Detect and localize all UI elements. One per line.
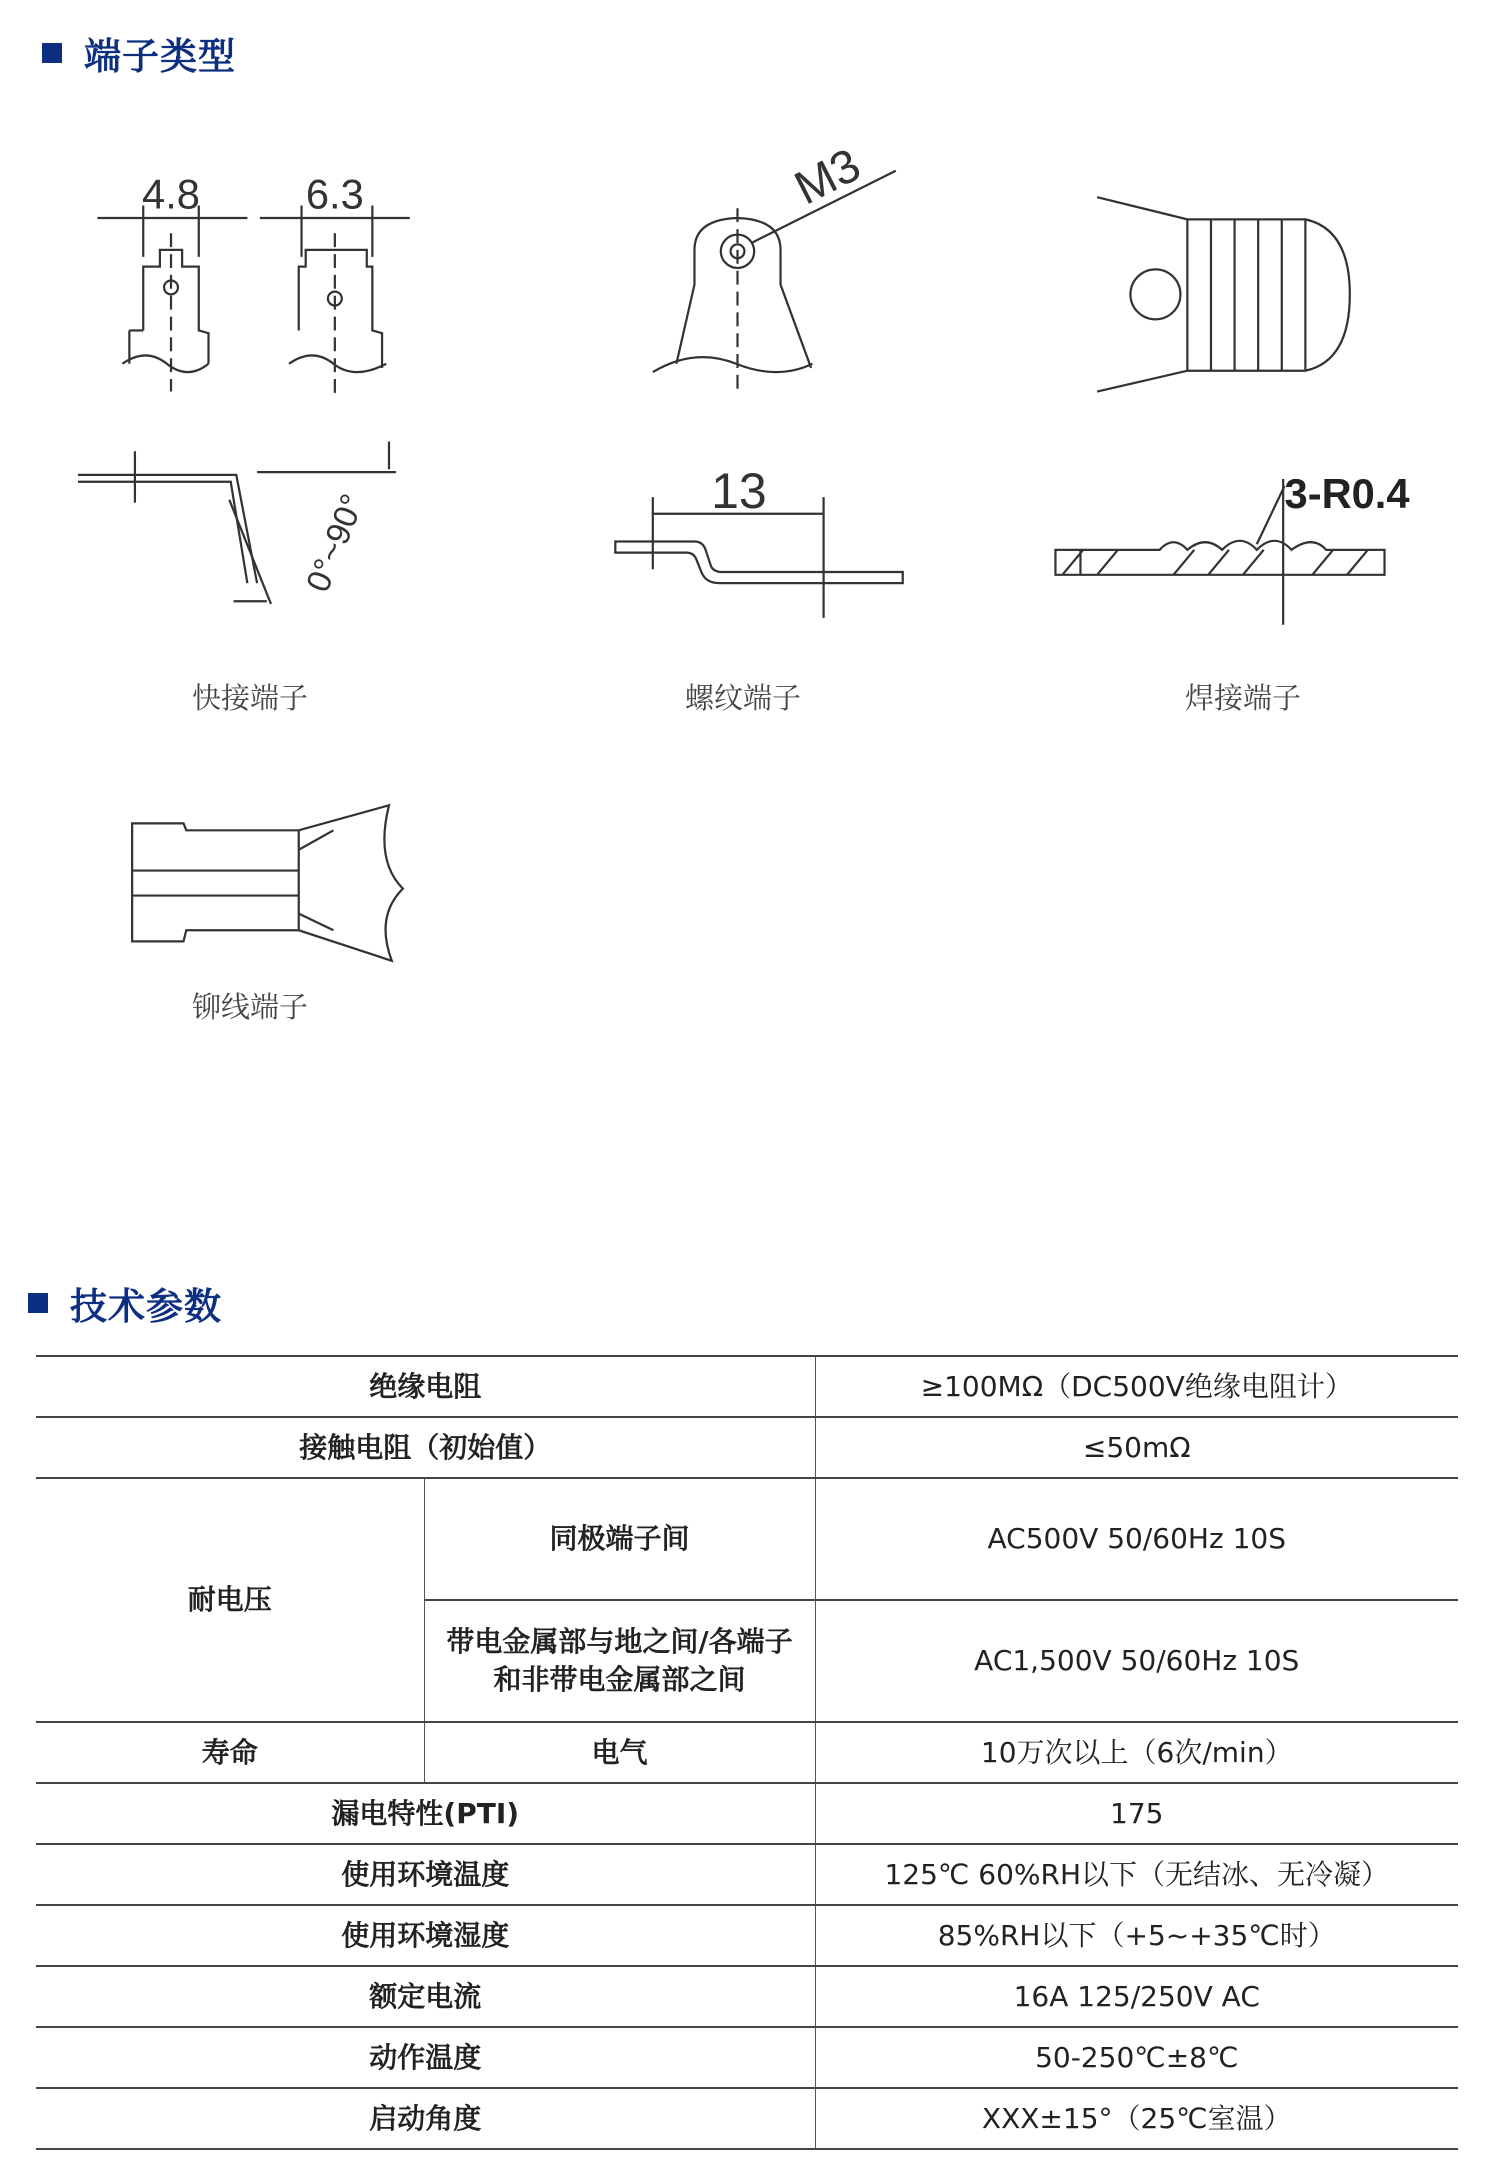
spec-value: ≤50mΩ <box>815 1417 1458 1478</box>
section-title: 端子类型 <box>84 35 236 78</box>
dim-angle: 0°~90° <box>299 489 373 598</box>
spec-key: 使用环境温度 <box>36 1844 815 1905</box>
spec-value: 175 <box>815 1783 1458 1844</box>
quick-connect-top-drawing <box>97 170 409 395</box>
spec-value: AC500V 50/60Hz 10S <box>815 1478 1458 1600</box>
table-row <box>36 1356 1458 1417</box>
table-row <box>36 2027 1458 2088</box>
spec-key: 接触电阻（初始值） <box>36 1417 815 1478</box>
dim-13: 13 <box>711 463 767 520</box>
rivet-terminal-drawing <box>132 805 403 961</box>
table-row <box>36 1966 1458 2027</box>
weld-terminal-top-drawing <box>1097 197 1350 391</box>
spec-subkey: 带电金属部与地之间/各端子和非带电金属部之间 <box>424 1600 815 1722</box>
spec-key: 启动角度 <box>36 2088 815 2149</box>
spec-table <box>36 1355 1458 2150</box>
spec-key: 使用环境湿度 <box>36 1905 815 1966</box>
table-row <box>36 1417 1458 1478</box>
table-row <box>36 1905 1458 1966</box>
dim-6-3: 6.3 <box>305 170 364 218</box>
spec-value: 50-250℃±8℃ <box>815 2027 1458 2088</box>
table-row <box>36 2088 1458 2149</box>
dim-r04: 3-R0.4 <box>1284 470 1410 518</box>
spec-value: 16A 125/250V AC <box>815 1966 1458 2027</box>
spec-value: 125℃ 60%RH以下（无结冰、无冷凝） <box>815 1844 1458 1905</box>
table-row <box>36 1844 1458 1905</box>
dim-4-8: 4.8 <box>142 170 200 218</box>
label-weld: 焊接端子 <box>1184 681 1302 715</box>
spec-key: 寿命 <box>36 1722 424 1783</box>
quick-connect-side-drawing <box>78 442 396 604</box>
section-header-specs <box>28 1276 222 1330</box>
screw-terminal-top-drawing <box>653 138 896 395</box>
spec-value: 10万次以上（6次/min） <box>815 1722 1458 1783</box>
label-quick-connect: 快接端子 <box>191 681 309 715</box>
spec-key: 绝缘电阻 <box>36 1356 815 1417</box>
section-bullet-icon <box>28 1293 48 1313</box>
spec-value: ≥100MΩ（DC500V绝缘电阻计） <box>815 1356 1458 1417</box>
spec-subkey: 电气 <box>424 1722 815 1783</box>
table-row <box>36 1783 1458 1844</box>
spec-value: 85%RH以下（+5~+35℃时） <box>815 1905 1458 1966</box>
spec-subkey: 同极端子间 <box>424 1478 815 1600</box>
label-rivet: 铆线端子 <box>191 990 309 1024</box>
spec-key: 漏电特性(PTI) <box>36 1783 815 1844</box>
spec-key: 动作温度 <box>36 2027 815 2088</box>
spec-key: 额定电流 <box>36 1966 815 2027</box>
dim-m3: M3 <box>786 138 869 216</box>
terminal-drawings <box>0 0 1500 1083</box>
spec-value: AC1,500V 50/60Hz 10S <box>815 1600 1458 1722</box>
spec-value: XXX±15°（25℃室温） <box>815 2088 1458 2149</box>
weld-terminal-side-drawing <box>1055 470 1409 625</box>
screw-terminal-side-drawing <box>615 463 902 618</box>
label-screw: 螺纹端子 <box>684 681 802 715</box>
section-title: 技术参数 <box>70 1285 222 1328</box>
table-row <box>36 1478 1458 1600</box>
spec-key: 耐电压 <box>36 1478 424 1722</box>
table-row <box>36 1722 1458 1783</box>
